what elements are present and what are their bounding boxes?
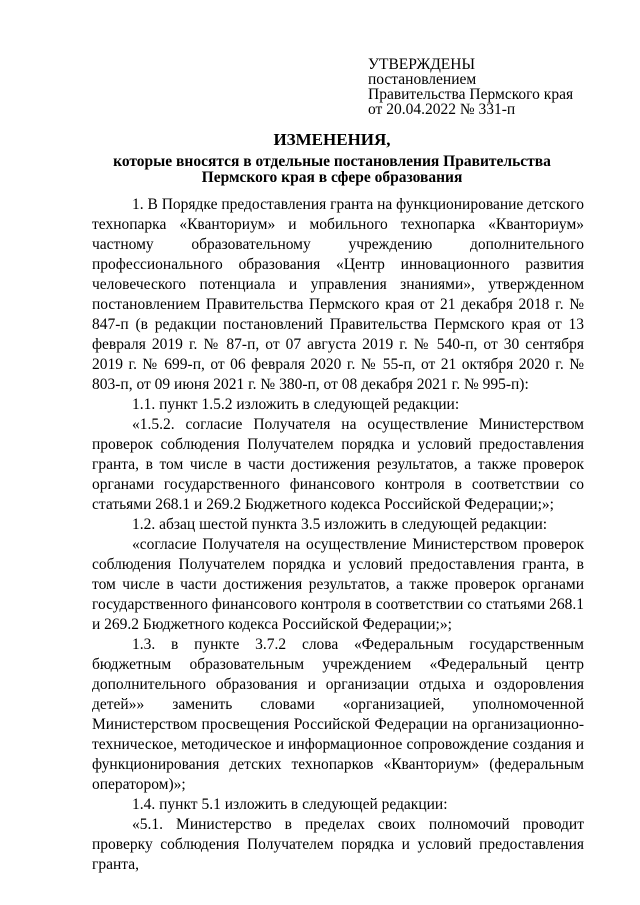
- paragraph-1-4-text: «5.1. Министерство в пределах своих полномочий проводит проверку соблюдения Получателем порядка и условий предоставления гранта,: [92, 816, 584, 873]
- document-subtitle: которые вносятся в отдельные постановления Правительства Пермского края в сфере образования: [113, 153, 551, 186]
- approval-date-number: от 20.04.2022 № 331-п: [368, 101, 516, 118]
- approval-by: постановлением: [368, 71, 477, 88]
- document-title: ИЗМЕНЕНИЯ,: [273, 130, 391, 149]
- paragraph-1-3: 1.3. в пункте 3.7.2 слова «Федеральным государственным бюджетным образовательным учреждением «Федеральный центр дополнительного образования и организации отдыха и оздоровления детей»» заменить словами «организацией, уполномоченной Министерством просвещения Российской Федерации на организационно-техническое, методическое и информационное сопровождение создания и функционирования детских технопарков «Кванториум» (федеральным оператором)»;: [92, 636, 584, 793]
- paragraph-1-1-text: «1.5.2. согласие Получателя на осуществление Министерством проверок соблюдения Получателем порядка и условий предоставления гранта, в том числе в части достижения результатов, а также проверок органами государственного финансового контроля в соответствии со статьями 268.1 и 269.2 Бюджетного кодекса Российской Федерации;»;: [92, 416, 584, 513]
- document-heading: [80, 130, 584, 186]
- approval-title: УТВЕРЖДЕНЫ: [368, 56, 475, 73]
- approval-stamp: [368, 57, 618, 117]
- paragraph-1-2: 1.2. абзац шестой пункта 3.5 изложить в следующей редакции:: [132, 516, 548, 533]
- document-body: [92, 195, 584, 875]
- paragraph-1: 1. В Порядке предоставления гранта на функционирование детского технопарка «Кванториум» и мобильного технопарка «Кванториум» частному образовательному учреждению дополнительного профессионального образования «Центр инновационного развития человеческого потенциала и управления знаниями», утвержденном постановлением Правительства Пермского края от 21 декабря 2018 г. № 847-п (в редакции постановлений Правительства Пермского края от 13 февраля 2019 г. № 87-п, от 07 августа 2019 г. № 540-п, от 30 сентября 2019 г. № 699-п, от 06 февраля 2020 г. № 55-п, от 21 октября 2020 г. № 803-п, от 09 июня 2021 г. № 380-п, от 08 декабря 2021 г. № 995-п):: [92, 196, 584, 393]
- paragraph-1-2-text: «согласие Получателя на осуществление Министерством проверок соблюдения Получателем порядка и условий предоставления гранта, в том числе в части достижения результатов, а также проверок органами государственного финансового контроля в соответствии со статьями 268.1 и 269.2 Бюджетного кодекса Российской Федерации;»;: [92, 536, 584, 633]
- paragraph-1-4: 1.4. пункт 5.1 изложить в следующей редакции:: [132, 796, 448, 813]
- paragraph-1-1: 1.1. пункт 1.5.2 изложить в следующей редакции:: [132, 396, 460, 413]
- approval-authority: Правительства Пермского края: [368, 86, 574, 103]
